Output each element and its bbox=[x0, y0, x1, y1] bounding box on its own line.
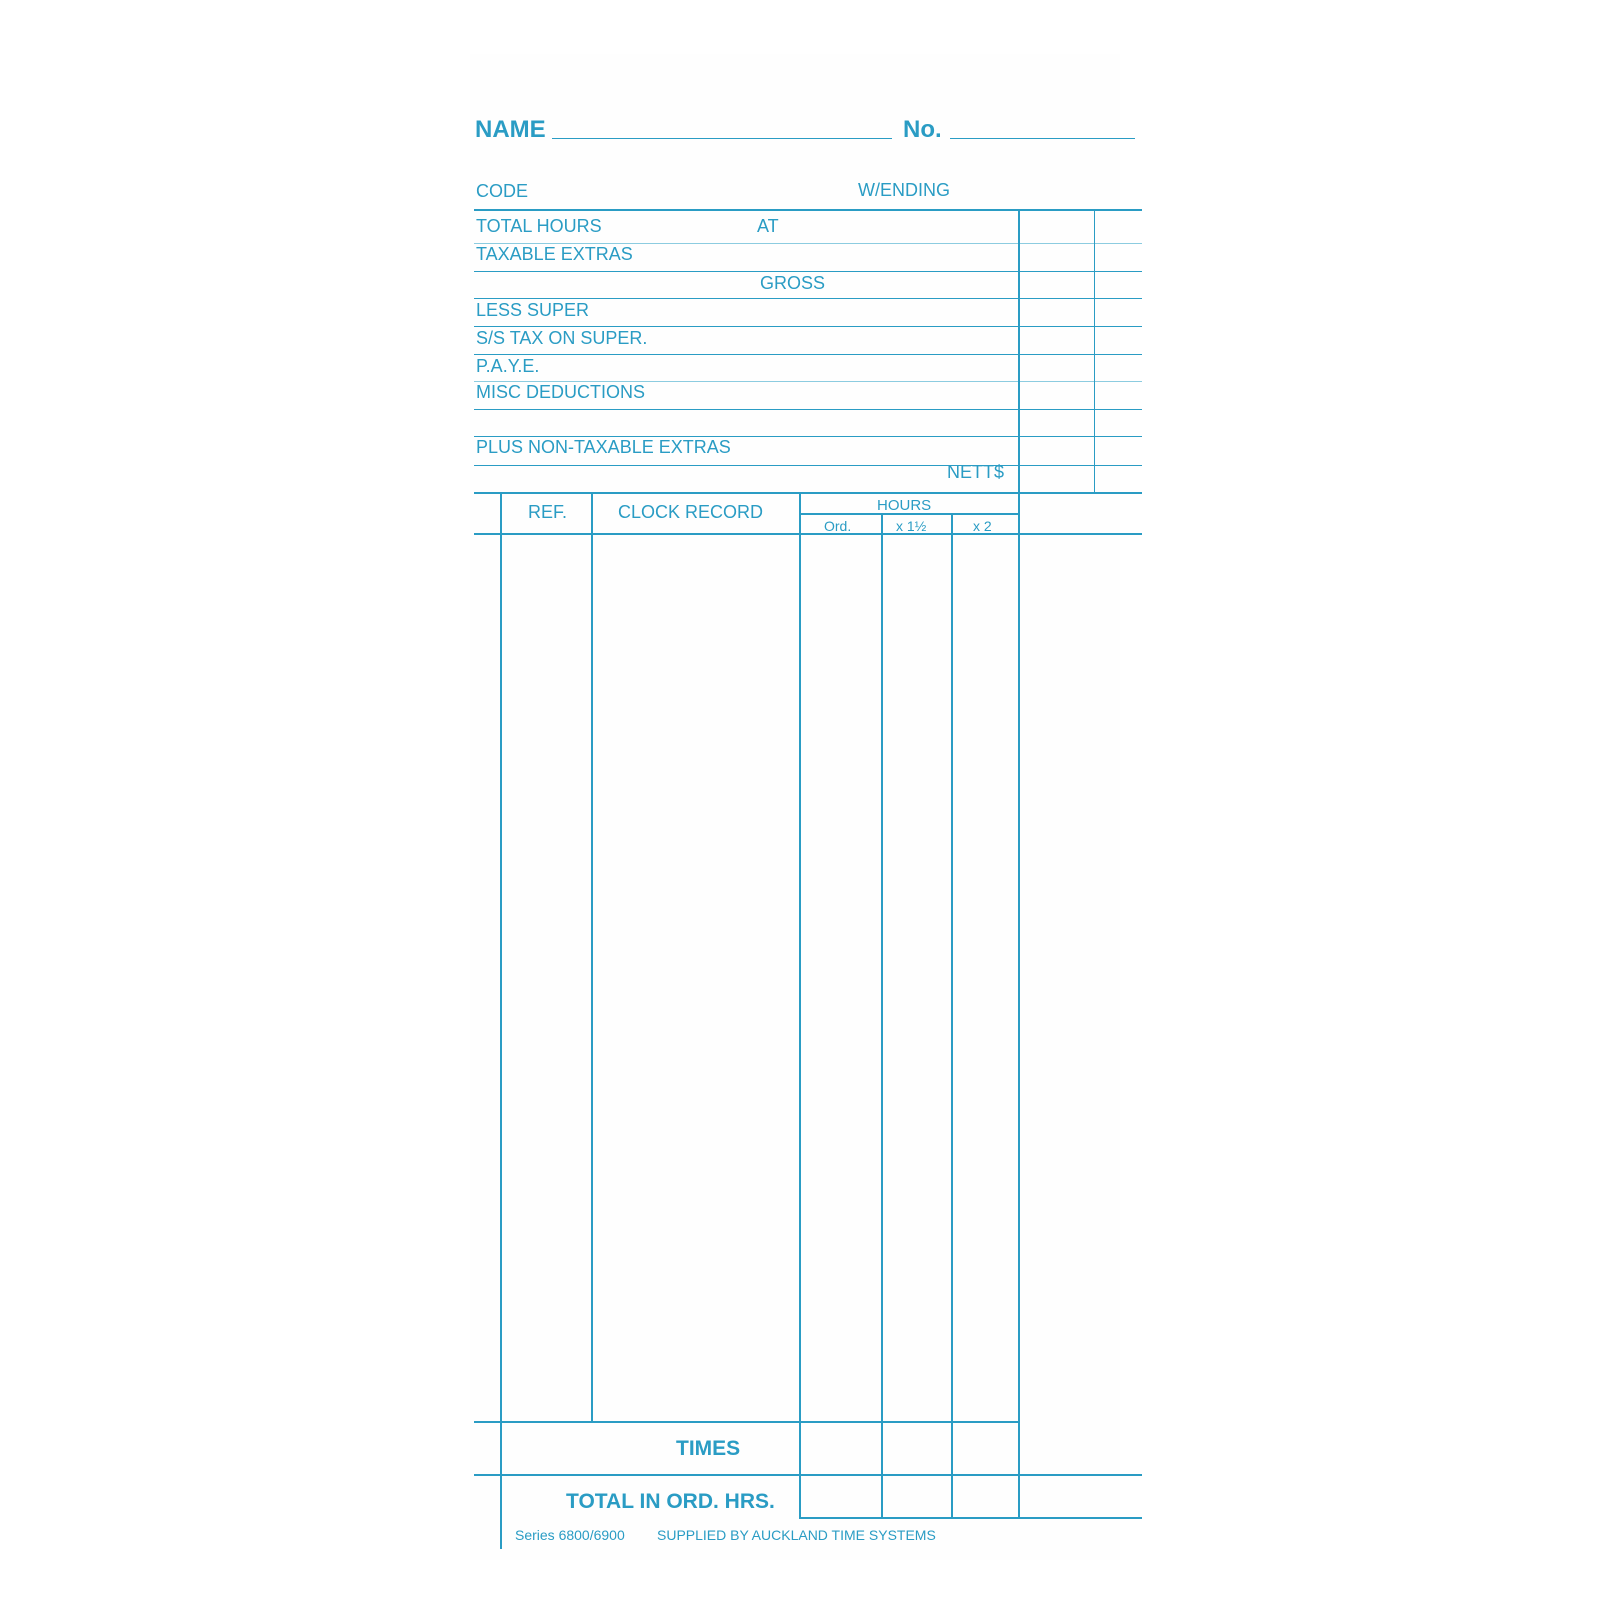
times-bottom-rule bbox=[474, 1474, 1142, 1476]
misc-deductions-label: MISC DEDUCTIONS bbox=[476, 382, 646, 402]
ord-column-left-line bbox=[799, 492, 801, 1519]
number-field[interactable] bbox=[950, 138, 1135, 139]
amount-column-divider bbox=[1018, 210, 1020, 493]
at-label: AT bbox=[757, 216, 779, 236]
paye-label: P.A.Y.E. bbox=[476, 356, 540, 376]
hours-header: HOURS bbox=[877, 497, 932, 514]
taxable-extras-label: TAXABLE EXTRAS bbox=[476, 244, 633, 264]
table-top-rule bbox=[474, 492, 1142, 494]
x2-column-left-line bbox=[951, 513, 953, 1519]
ref-area[interactable] bbox=[502, 535, 591, 1421]
summary-row-rule bbox=[474, 436, 1142, 437]
series-imprint: Series 6800/6900 bbox=[515, 1527, 625, 1543]
clock-record-header: CLOCK RECORD bbox=[618, 502, 764, 522]
summary-row-rule bbox=[474, 326, 1142, 327]
summary-row-rule bbox=[474, 354, 1142, 355]
ss-tax-on-super-label: S/S TAX ON SUPER. bbox=[476, 328, 648, 348]
total-bottom-rule bbox=[799, 1517, 1142, 1519]
summary-row-rule bbox=[474, 409, 1142, 410]
name-field[interactable] bbox=[552, 138, 892, 139]
supplier-imprint: SUPPLIED BY AUCKLAND TIME SYSTEMS bbox=[657, 1527, 936, 1543]
gross-label: GROSS bbox=[760, 273, 826, 293]
summary-row-rule bbox=[474, 271, 1142, 272]
ref-header: REF. bbox=[528, 502, 568, 522]
summary-row-rule bbox=[474, 298, 1142, 299]
summary-row-rule bbox=[474, 381, 1142, 382]
number-label: No. bbox=[903, 116, 942, 143]
week-ending-label: W/ENDING bbox=[858, 180, 950, 200]
code-label: CODE bbox=[476, 181, 529, 201]
summary-row-rule bbox=[474, 465, 1142, 466]
x15-header: x 1½ bbox=[896, 518, 927, 534]
name-label: NAME bbox=[475, 116, 546, 143]
summary-top-rule bbox=[474, 209, 1142, 211]
x15-column-left-line bbox=[881, 513, 883, 1519]
x2-header: x 2 bbox=[973, 518, 992, 534]
times-top-rule bbox=[474, 1421, 1019, 1423]
total-hours-label: TOTAL HOURS bbox=[476, 216, 602, 236]
total-ord-hours-label: TOTAL IN ORD. HRS. bbox=[566, 1490, 775, 1513]
hours-subheader-rule bbox=[800, 513, 1018, 515]
times-label: TIMES bbox=[676, 1437, 741, 1460]
ord-header: Ord. bbox=[824, 518, 852, 534]
plus-non-taxable-extras-label: PLUS NON-TAXABLE EXTRAS bbox=[476, 437, 731, 457]
cents-column-divider bbox=[1094, 210, 1095, 493]
amount-column-line bbox=[1018, 492, 1020, 1519]
nett-label: NETT$ bbox=[947, 462, 1005, 482]
clock-record-area[interactable] bbox=[593, 535, 799, 1421]
less-super-label: LESS SUPER bbox=[476, 300, 590, 320]
summary-row-rule bbox=[474, 243, 1142, 244]
